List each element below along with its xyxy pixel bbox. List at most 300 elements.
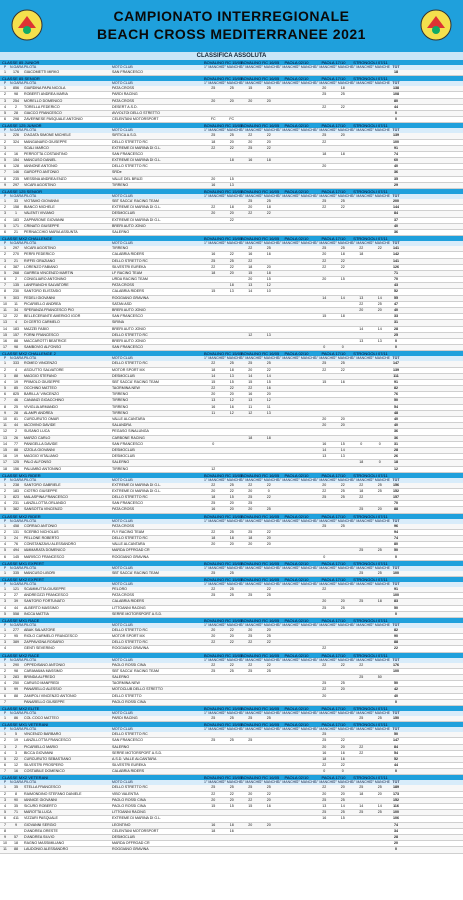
table-cell: 12 (229, 398, 234, 403)
column-header: 1° MANCHE (204, 477, 224, 482)
table-cell: 8 (15, 791, 17, 796)
table-cell: 88 (14, 693, 18, 698)
table-cell: 27 (14, 593, 18, 598)
table-cell: 389 (13, 640, 19, 645)
table-cell: DESMOCLUB (112, 834, 135, 839)
table-cell: 303 (13, 295, 19, 300)
table-cell: 3 (4, 744, 6, 749)
table-cell: 14 (377, 295, 382, 300)
table-cell: 16 (211, 404, 216, 409)
table-cell: 5 (4, 548, 6, 553)
table-cell: 25 (266, 507, 271, 512)
event-label: STRONGOLI 07/11 (353, 236, 388, 242)
table-cell: 18 (359, 488, 364, 493)
table-cell: 0 (395, 554, 397, 559)
class-name: CLASSE MX1 RIDER (2, 472, 41, 478)
column-header: 1° MANCHE (352, 657, 372, 662)
table-cell: BRINDA ALFREDO (24, 675, 56, 679)
event-label: BOVALINO RC 16/05 (241, 472, 280, 478)
column-header: 2° MANCHE (296, 477, 316, 482)
table-cell: 8 (4, 828, 6, 833)
table-cell: 22 (322, 488, 327, 493)
table-cell: SANTORO ELISTASIO (24, 289, 62, 294)
column-header: MOTO CLUB (112, 356, 133, 361)
column-header: 1° MANCHE (204, 581, 224, 586)
table-cell: 98 (14, 92, 18, 97)
table-cell: 22 (359, 246, 364, 251)
table-cell: 18 (340, 252, 345, 257)
table-cell: DELLO STRETTO RC (112, 164, 148, 169)
table-cell: 1 (4, 246, 6, 251)
column-header: 2° MANCHE (296, 780, 316, 785)
table-cell: GIACCO FRANCESCO (24, 110, 62, 115)
table-cell: 25 (248, 199, 253, 203)
column-header: 1° MANCHE (352, 622, 372, 627)
table-cell: 0 (323, 769, 326, 774)
column-header: 1° MANCHE (352, 194, 372, 198)
table-cell: 15 (248, 270, 253, 275)
table-cell: 82 (394, 386, 398, 391)
event-label: BOVALINO RC 15/05 (204, 775, 243, 781)
column-header: 2° MANCHE (259, 518, 279, 523)
table-cell: DELLO STRETTO RC (112, 785, 148, 790)
table-cell: SIRTICA A.S.D. (112, 133, 138, 138)
column-header: 1° MANCHE (241, 241, 261, 246)
event-label: PAOLA 02/10 (284, 351, 309, 357)
table-cell: 2 (4, 205, 6, 210)
table-cell: 88 (14, 373, 18, 378)
table-cell: MANCUSO LIBORI (24, 570, 56, 575)
event-label: BOVALINO RC 16/05 (241, 576, 280, 582)
table-cell: RAGNO MASSIMILIANO (24, 841, 65, 846)
table-cell: CALABRIA RIDERS (112, 252, 145, 257)
table-cell: 40 (394, 223, 398, 228)
class-name: CLASSE MX2 CHALLENGE 2 (2, 351, 56, 357)
table-cell: 25 (211, 715, 216, 720)
table-cell: 15 (248, 86, 253, 91)
event-label: STRONGOLI 07/11 (353, 123, 388, 129)
table-cell: 50 (394, 732, 398, 737)
table-cell: 1 (4, 482, 6, 487)
event-label: STRONGOLI 07/11 (353, 775, 388, 781)
event-label: PAOLA 02/10 (284, 617, 309, 623)
table-cell: 22 (340, 258, 345, 263)
column-header: 2° MANCHE (259, 81, 279, 86)
column-header: 1° MANCHE (204, 780, 224, 785)
column-header: 2° MANCHE (222, 356, 242, 361)
class-name: CLASSE 125 JUNIOR (2, 123, 42, 129)
class-section (0, 561, 463, 577)
table-cell: 2 (15, 429, 17, 434)
table-cell: 25 (266, 246, 271, 251)
table-cell: LEONTINO (112, 822, 131, 827)
table-cell: 25 (248, 495, 253, 500)
table-cell: 16 (340, 756, 345, 761)
column-header: TOT (392, 581, 400, 586)
table-cell: 12 (14, 763, 18, 768)
table-cell: 25 (248, 634, 253, 639)
table-cell: 156 (13, 466, 19, 471)
table-cell: 25 (248, 715, 253, 720)
table-cell: 22 (266, 482, 271, 487)
table-cell: SCALI MARCO (24, 145, 49, 150)
table-cell: 25 (377, 488, 382, 493)
table-cell: 15 (340, 441, 345, 446)
table-cell: 22 (359, 482, 364, 487)
column-header: 1° MANCHE (352, 128, 372, 133)
table-cell: 22 (322, 205, 327, 210)
table-cell: 18 (322, 756, 327, 761)
event-label: BOVALINO RC 15/05 (204, 60, 243, 65)
table-cell: 11 (3, 847, 7, 852)
column-header: 1° MANCHE (315, 65, 335, 69)
table-cell: 16 (248, 252, 253, 257)
table-cell: 6 (4, 392, 6, 397)
table-cell: 18 (3, 466, 7, 471)
table-cell: 4 (4, 264, 6, 269)
table-cell: 22 (248, 797, 253, 802)
table-cell: 18 (359, 252, 364, 257)
column-header: 1° MANCHE (315, 657, 335, 662)
column-header: P (3, 518, 7, 523)
table-cell: 90 (394, 634, 398, 639)
table-cell: 39 (14, 599, 18, 604)
event-label: BOVALINO RC 15/05 (204, 576, 243, 582)
table-cell: 15 (211, 289, 216, 294)
table-cell: TIRRENO (112, 404, 129, 409)
table-cell: 20 (322, 252, 327, 257)
table-cell: 146 (13, 170, 19, 175)
column-header: 1° MANCHE (278, 518, 298, 523)
table-cell: 22 (359, 301, 364, 306)
column-header: PILOTA (24, 65, 37, 69)
event-label: PAOLA 17/10 (321, 60, 346, 65)
table-cell: FORNI FRANCESCO (24, 332, 59, 337)
column-header: 1° MANCHE (204, 241, 224, 246)
event-label: BOVALINO RC 16/05 (241, 236, 280, 242)
event-label: PAOLA 02/10 (284, 76, 309, 82)
table-cell: COL COCO MATTEO (24, 715, 59, 720)
table-cell: 25 (229, 586, 234, 591)
column-header: 2° MANCHE (333, 565, 353, 570)
column-header: 2° MANCHE (259, 710, 279, 715)
event-label: BOVALINO RC 15/05 (204, 236, 243, 242)
table-cell: 25 (248, 361, 253, 366)
column-header: PILOTA (24, 710, 37, 715)
table-cell: BRERI AUTO JONIO (112, 326, 146, 331)
table-cell: DELLO STRETTO RC (112, 732, 148, 737)
table-cell: 11 (248, 404, 253, 409)
table-cell: 1 (4, 199, 6, 203)
table-cell: 152 (393, 488, 399, 493)
table-cell: 20 (340, 423, 345, 428)
table-cell: 183 (13, 488, 19, 493)
table-cell: 22 (266, 133, 271, 138)
table-cell: BIANCO MICHELE (24, 205, 55, 210)
table-cell: 0 (378, 441, 381, 446)
table-cell: VINCENZO BARBARO (24, 732, 62, 737)
table-cell: 22 (211, 662, 216, 667)
table-cell: 25 (322, 797, 327, 802)
table-cell: 18 (340, 151, 345, 156)
table-cell: 189 (393, 785, 399, 790)
column-header: PILOTA (24, 477, 37, 482)
column-header: PILOTA (24, 241, 37, 246)
table-cell: 22 (266, 495, 271, 500)
table-cell: 22 (229, 252, 234, 257)
table-cell: 25 (266, 199, 271, 203)
column-header: 2° MANCHE (259, 356, 279, 361)
table-cell: 283 (13, 675, 19, 679)
column-header: N.GARA (10, 356, 24, 361)
column-header: 2° MANCHE (222, 657, 242, 662)
table-cell: 25 (340, 605, 345, 610)
table-cell: 324 (13, 139, 19, 144)
column-header: 2° MANCHE (370, 477, 390, 482)
table-cell: 12 (229, 410, 234, 415)
table-cell: 14 (359, 326, 364, 331)
table-cell: 5 (4, 507, 6, 512)
table-cell: BRERI AUTO JONIO (112, 223, 146, 228)
column-header: TOT (392, 477, 400, 482)
table-cell: 20 (248, 791, 253, 796)
column-header: 1° MANCHE (315, 622, 335, 627)
table-cell: 22 (248, 482, 253, 487)
table-cell: 20 (229, 270, 234, 275)
table-cell: 22 (340, 763, 345, 768)
table-cell: 12 (211, 466, 216, 471)
column-header: 1° MANCHE (241, 622, 261, 627)
column-header: 2° MANCHE (296, 727, 316, 732)
table-cell: 5 (4, 810, 6, 815)
table-cell: 16 (211, 252, 216, 257)
table-cell: MAZZEI FABIO (24, 326, 49, 331)
table-cell: BARILLA' VINCENZO (24, 392, 60, 397)
event-label: BOVALINO RC 15/05 (204, 351, 243, 357)
column-header: 1° MANCHE (278, 477, 298, 482)
table-cell: MESSINA ANDREA ENZO (24, 176, 67, 181)
event-label: PAOLA 17/10 (321, 560, 346, 566)
table-cell: 22 (322, 367, 327, 372)
table-cell: 100 (393, 593, 399, 598)
column-header: 2° MANCHE (259, 581, 279, 586)
column-header: N.GARA (10, 65, 24, 69)
table-cell: 22 (211, 586, 216, 591)
table-cell: SIRINA (112, 320, 124, 325)
table-cell: TAORMINA NEW (112, 386, 140, 391)
table-cell: 25 (340, 681, 345, 686)
table-cell: 268 (13, 270, 19, 275)
table-cell: 28 (394, 447, 398, 452)
table-cell: 34 (394, 828, 398, 833)
table-cell: 46 (14, 398, 18, 403)
class-name: CLASSE MX2 RIDER (2, 513, 41, 519)
event-label: STRONGOLI 07/11 (353, 576, 388, 582)
table-cell: 18 (359, 460, 364, 465)
table-cell: VIZZARI PASQUALE (24, 816, 58, 821)
table-cell: 14 (266, 373, 271, 378)
column-header: 1° MANCHE (204, 622, 224, 627)
column-header: 1° MANCHE (241, 81, 261, 86)
table-cell: 25 (322, 605, 327, 610)
column-header: 2° MANCHE (222, 565, 242, 570)
table-cell: 11 (3, 308, 7, 312)
table-cell: SANTORO GABRIELE (24, 482, 61, 487)
column-header: 2° MANCHE (259, 565, 279, 570)
table-cell: 2 (15, 104, 17, 109)
column-header: 2° MANCHE (333, 477, 353, 482)
column-header: 1° MANCHE (278, 128, 298, 133)
table-cell: 25 (266, 86, 271, 91)
table-cell: 382 (13, 507, 19, 512)
column-header: 1° MANCHE (204, 194, 224, 198)
column-header: 2° MANCHE (296, 65, 316, 69)
table-cell: 80 (394, 98, 398, 103)
table-cell: 3 (4, 98, 6, 103)
table-cell: 25 (248, 738, 253, 743)
table-cell: GAROFFO ANTONIO (24, 170, 59, 175)
table-cell: DELLO STRETTO RC (112, 361, 148, 366)
table-cell: 25 (266, 634, 271, 639)
table-cell: 558 (13, 611, 19, 616)
event-label: STRONGOLI 07/11 (353, 60, 388, 65)
column-header: 2° MANCHE (296, 581, 316, 586)
table-cell: 0 (341, 769, 344, 774)
table-cell: LANZILLOTTA FRANCESCO (24, 738, 71, 743)
table-cell: PATA CROSS (112, 98, 135, 103)
table-cell: 25 (322, 246, 327, 251)
column-header: 1° MANCHE (278, 81, 298, 86)
table-cell: 25 (340, 488, 345, 493)
table-cell: 20 (377, 507, 382, 512)
table-cell: 150 (393, 715, 399, 720)
table-cell: CALABRIA RIDERS (112, 769, 145, 774)
table-cell: 25 (322, 133, 327, 138)
table-cell: 6 (4, 693, 6, 698)
table-cell: 22 (340, 367, 345, 372)
column-header: 2° MANCHE (296, 710, 316, 715)
column-header: 1° MANCHE (315, 477, 335, 482)
table-cell: 297 (13, 182, 19, 187)
column-header: 2° MANCHE (370, 81, 390, 86)
table-cell: RIOLO CARMELO FRANCESCO (24, 634, 78, 639)
table-cell: 25 (340, 92, 345, 97)
table-cell: LORENZO FABIANO (24, 264, 58, 269)
table-cell: 25 (229, 593, 234, 598)
table-cell: 4 (4, 605, 6, 610)
table-cell: 20 (229, 392, 234, 397)
table-cell: 145 (13, 554, 19, 559)
table-cell: 154 (13, 158, 19, 163)
table-cell: BRERI AUTO JONIO (112, 308, 146, 312)
table-cell: 44 (394, 763, 398, 768)
table-cell: 35 (394, 176, 398, 181)
table-cell: ASCIUTTO SALVATORE (24, 367, 64, 372)
table-cell: 25 (359, 810, 364, 815)
table-cell: LANFRANCHI SALVATORE (24, 283, 69, 288)
column-header: 2° MANCHE (259, 194, 279, 198)
table-cell: 22 (248, 258, 253, 263)
table-cell: 14 (248, 289, 253, 294)
table-cell: PARDI RACING (112, 92, 138, 97)
table-cell: 1 (4, 86, 6, 91)
table-cell: 15 (3, 332, 7, 337)
table-cell: 98 (14, 345, 18, 350)
table-cell: PELLONE ROBERTO (24, 536, 60, 540)
column-header: TOT (392, 356, 400, 361)
table-cell: 12 (266, 398, 271, 403)
table-cell: PELORO (112, 586, 127, 591)
table-cell: 2 (15, 277, 17, 282)
table-cell: 2 (4, 738, 6, 743)
table-cell: 2 (4, 252, 6, 257)
table-cell: 9 (4, 410, 6, 415)
column-header: 1° MANCHE (241, 657, 261, 662)
table-cell: 25 (359, 785, 364, 790)
table-cell: BRERI AUTO JONIO (112, 338, 146, 343)
column-header: N.GARA (10, 780, 24, 785)
table-cell: 20 (211, 176, 216, 181)
table-cell: 2 (4, 634, 6, 639)
table-cell: 18 (394, 460, 398, 465)
table-cell: SALERNO (112, 744, 130, 749)
event-label: PAOLA 17/10 (321, 513, 346, 519)
table-cell: 128 (13, 164, 19, 169)
table-cell: 14 (248, 373, 253, 378)
table-cell: IANNICE GIOVANNI (24, 797, 57, 802)
table-cell: 22 (14, 756, 18, 761)
table-cell: 20 (340, 687, 345, 692)
table-cell: 0 (395, 847, 397, 852)
column-header: 2° MANCHE (333, 518, 353, 523)
table-cell: 231 (13, 501, 19, 506)
table-cell: PATA CROSS (112, 86, 135, 91)
table-cell: 18 (211, 139, 216, 144)
table-cell: BELLECERANTE AMERIGO IGOR (24, 314, 81, 319)
column-header: 2° MANCHE (259, 727, 279, 732)
column-header: 1° MANCHE (241, 65, 261, 69)
table-cell: 22 (248, 246, 253, 251)
table-cell: 18 (229, 367, 234, 372)
table-cell: 20 (248, 98, 253, 103)
event-label: PAOLA 17/10 (321, 76, 346, 82)
class-name: CLASSE MX2 EXPERT (2, 576, 45, 582)
table-cell: SAN FRANCESCO (112, 501, 143, 506)
table-cell: 16 (266, 252, 271, 257)
table-cell: 71 (394, 270, 398, 275)
table-cell: 16 (322, 441, 327, 446)
column-header: N.GARA (10, 622, 24, 627)
table-cell: 116 (393, 804, 399, 808)
table-cell: EXTREME DI MARINA DI G.L. (112, 482, 162, 487)
table-cell: 22 (340, 662, 345, 667)
table-cell: 22 (229, 386, 234, 391)
table-cell: 18 (394, 70, 398, 74)
column-header: 2° MANCHE (222, 65, 242, 69)
table-cell: 16 (229, 828, 234, 833)
table-cell: 20 (340, 417, 345, 421)
table-cell: MALASPINA FRANCESCO (24, 495, 68, 500)
table-cell: 12 (394, 466, 398, 471)
table-cell: 20 (322, 277, 327, 282)
column-header: 2° MANCHE (222, 518, 242, 523)
table-cell: 25 (266, 785, 271, 790)
table-cell: 25 (14, 404, 18, 409)
table-cell: 0 (395, 699, 397, 704)
table-cell: 25 (340, 246, 345, 251)
column-header: 2° MANCHE (333, 780, 353, 785)
table-cell: 22 (377, 246, 382, 251)
